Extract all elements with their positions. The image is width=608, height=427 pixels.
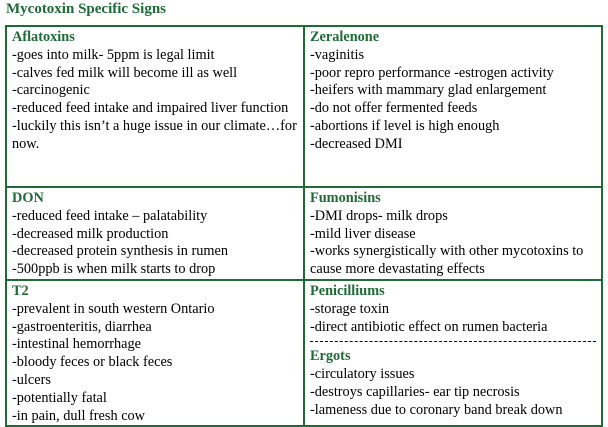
t2-sign: -potentially fatal xyxy=(12,389,107,406)
don-heading: DON xyxy=(12,190,44,206)
t2-sign: -in pain, dull fresh cow xyxy=(12,407,146,424)
table-row xyxy=(6,187,602,280)
t2-sign: -gastroenteritis, diarrhea xyxy=(12,318,152,335)
mycotoxin-signs-table xyxy=(5,25,603,427)
t2-heading: T2 xyxy=(12,282,29,299)
aflatoxins-cell xyxy=(6,26,304,187)
penicilliums-sign: -storage toxin xyxy=(310,300,390,317)
zeralenone-sign: -vaginitis xyxy=(310,46,365,63)
ergots-sign: -circulatory issues xyxy=(310,366,415,383)
ergots-sign: -lameness due to coronary band break down xyxy=(310,401,563,418)
zeralenone-sign: -heifers with mammary glad enlargement xyxy=(310,82,547,99)
aflatoxins-sign: -reduced feed intake and impaired liver function xyxy=(12,100,289,117)
zeralenone-sign: -decreased DMI xyxy=(310,135,403,152)
fumonisins-sign: -mild liver disease xyxy=(310,225,416,242)
page-title: Mycotoxin Specific Signs xyxy=(6,1,166,17)
zeralenone-sign: -abortions if level is high enough xyxy=(310,117,500,134)
don-sign: -decreased milk production xyxy=(12,225,169,242)
t2-cell xyxy=(6,280,304,426)
table-row xyxy=(6,26,602,187)
don-cell xyxy=(6,187,304,280)
fumonisins-sign: -works synergistically with other mycotoxins to cause more devastating effects xyxy=(310,243,584,278)
t2-sign: -bloody feces or black feces xyxy=(12,354,173,371)
ergots-heading: Ergots xyxy=(310,348,351,365)
aflatoxins-sign: -luckily this isn’t a huge issue in our climate…for now. xyxy=(12,117,297,152)
t2-sign: -intestinal hemorrhage xyxy=(12,336,142,353)
zeralenone-sign: -do not offer fermented feeds xyxy=(310,100,478,117)
penicilliums-ergots-cell xyxy=(304,280,602,426)
page-edge-mark: · · xyxy=(6,419,12,425)
dashed-separator xyxy=(310,341,596,342)
fumonisins-sign: -DMI drops- milk drops xyxy=(310,207,448,224)
zeralenone-sign: -poor repro performance -estrogen activity xyxy=(310,64,554,81)
table-row xyxy=(6,280,602,426)
t2-sign: -prevalent in south western Ontario xyxy=(12,300,215,317)
aflatoxins-sign: -goes into milk- 5ppm is legal limit xyxy=(12,46,215,63)
don-sign: -reduced feed intake – palatability xyxy=(12,207,208,224)
penicilliums-heading: Penicilliums xyxy=(310,282,385,299)
aflatoxins-sign: -calves fed milk will become ill as well xyxy=(12,64,238,81)
fumonisins-heading: Fumonisins xyxy=(310,190,381,206)
t2-sign: -ulcers xyxy=(12,371,51,388)
ergots-sign: -destroys capillaries- ear tip necrosis xyxy=(310,383,520,400)
fumonisins-cell xyxy=(304,187,602,280)
aflatoxins-heading: Aflatoxins xyxy=(12,29,75,45)
don-sign: -decreased protein synthesis in rumen xyxy=(12,243,228,260)
zeralenone-heading: Zeralenone xyxy=(310,29,380,45)
don-sign: -500ppb is when milk starts to drop xyxy=(12,261,216,278)
zeralenone-cell xyxy=(304,26,602,187)
aflatoxins-sign: -carcinogenic xyxy=(12,82,90,99)
penicilliums-sign: -direct antibiotic effect on rumen bacteria xyxy=(310,318,548,335)
